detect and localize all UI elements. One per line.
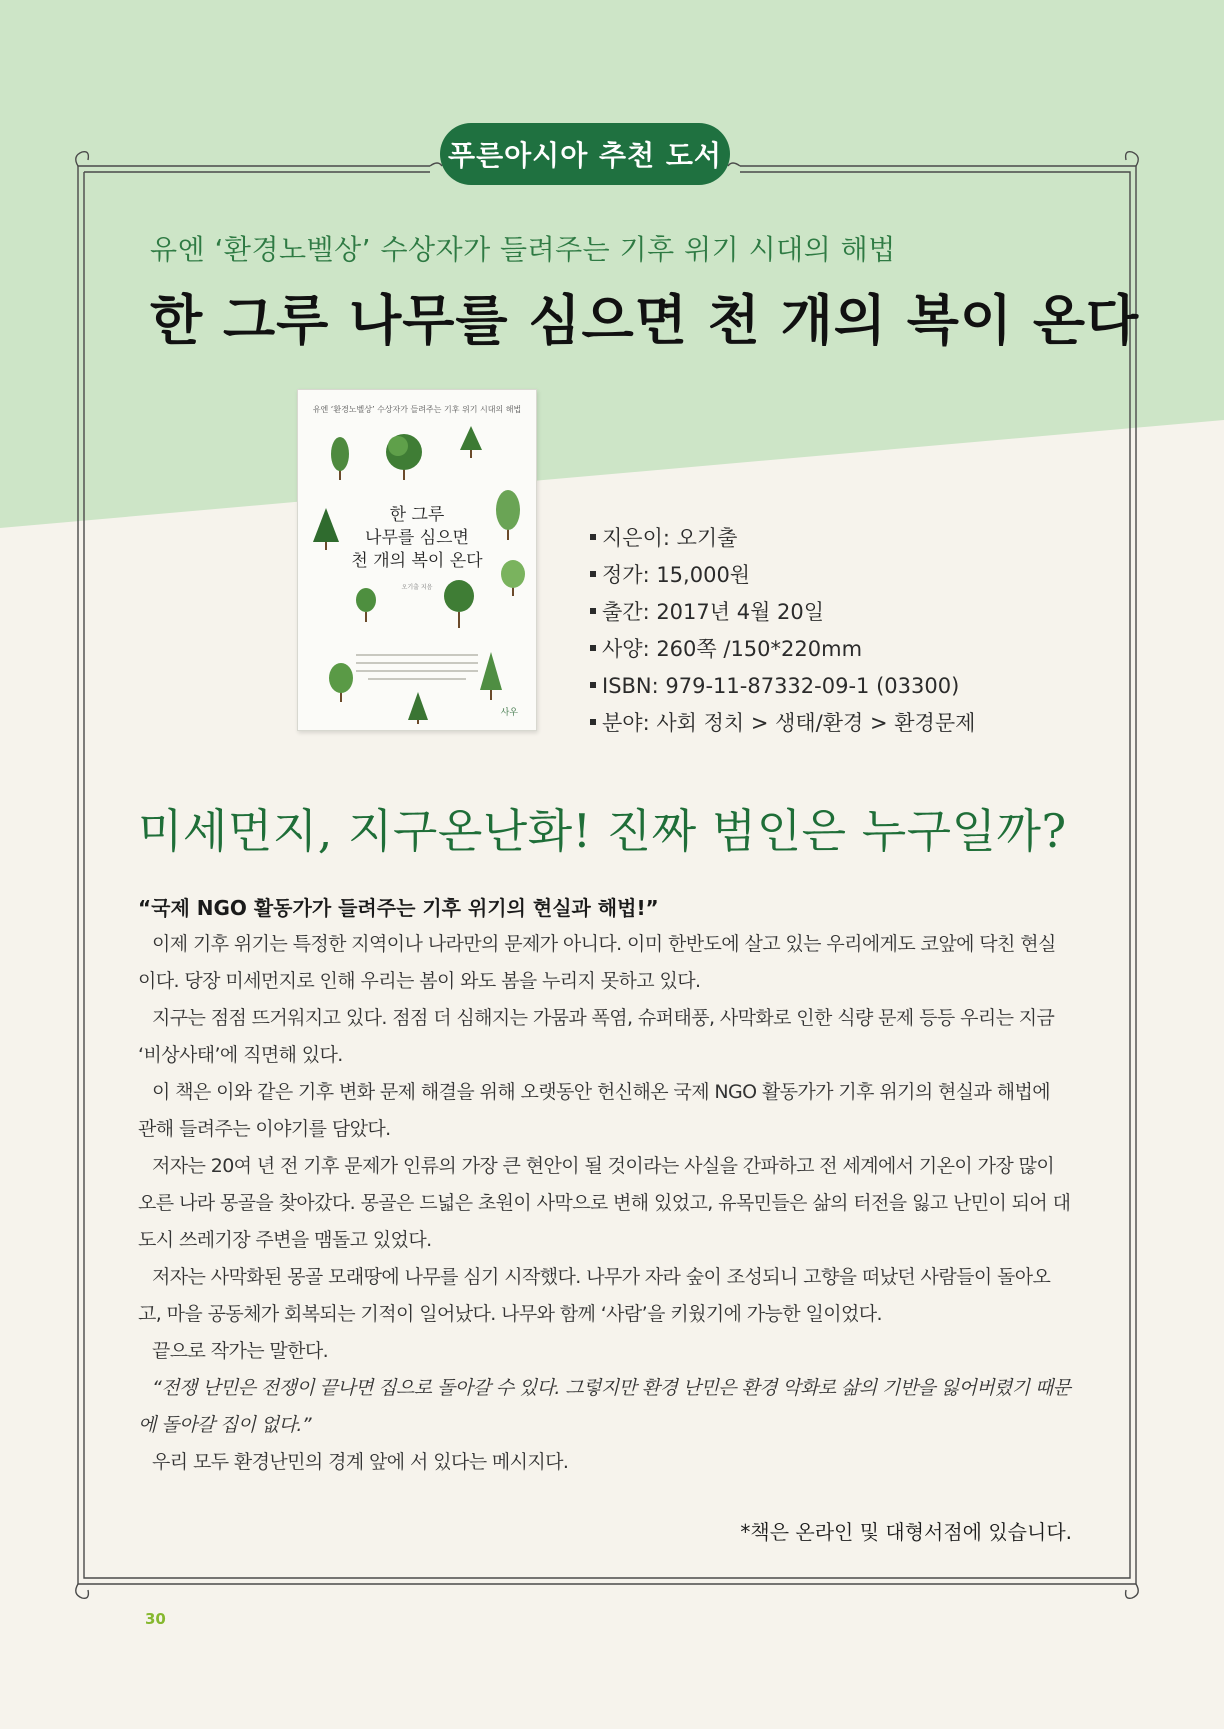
section-headline: 미세먼지, 지구온난화! 진짜 범인은 누구일까? — [138, 804, 1067, 858]
body-paragraph: 저자는 20여 년 전 기후 문제가 인류의 가장 큰 현안이 될 것이라는 사실을 간파하고 전 세계에서 기온이 가장 많이 오른 나라 몽골을 찾아갔다. 몽골은 드넓은 초원이 사막으로 변해 있었고, 유목민들은 삶의 터전을 잃고 난민이 되어 대도시 쓰레기장 주변을 맴돌고 있었다. — [138, 1155, 1071, 1251]
cover-title-line: 나무를 심으면 — [365, 528, 469, 548]
body-paragraph: 이제 기후 위기는 특정한 지역이나 나라만의 문제가 아니다. 이미 한반도에 살고 있는 우리에게도 코앞에 닥친 현실이다. 당장 미세먼지로 인해 우리는 봄이 와도 봄을 누리지 못하고 있다. — [138, 933, 1056, 992]
book-info-item: 정가: 15,000원 — [590, 557, 975, 594]
cover-tagline: 유엔 ‘환경노벨상’ 수상자가 들려주는 기후 위기 시대의 해법 — [312, 405, 522, 414]
cover-author: 오기출 지음 — [401, 584, 433, 591]
cover-title-line: 천 개의 복이 온다 — [351, 551, 483, 571]
book-info-item: 지은이: 오기출 — [590, 520, 975, 557]
recommended-book-badge: 푸른아시아 추천 도서 — [440, 123, 730, 185]
book-info-item: 분야: 사회 정치 > 생태/환경 > 환경문제 — [590, 705, 975, 742]
book-info-item: 출간: 2017년 4월 20일 — [590, 594, 975, 631]
book-info-item: ISBN: 979-11-87332-09-1 (03300) — [590, 668, 975, 705]
book-title: 한 그루 나무를 심으면 천 개의 복이 온다 — [150, 289, 1140, 352]
body-paragraph: 지구는 점점 뜨거워지고 있다. 점점 더 심해지는 가뭄과 폭염, 슈퍼태풍, 사막화로 인한 식량 문제 등등 우리는 지금 ‘비상사태’에 직면해 있다. — [138, 1007, 1055, 1066]
body-text — [138, 926, 1072, 1481]
availability-note: *책은 온라인 및 대형서점에 있습니다. — [740, 1520, 1072, 1544]
body-paragraph: 끝으로 작가는 말한다. — [152, 1340, 329, 1362]
cover-title — [328, 504, 506, 573]
body-quote: “전쟁 난민은 전쟁이 끝나면 집으로 돌아갈 수 있다. 그렇지만 환경 난민은 환경 악화로 삶의 기반을 잃어버렸기 때문에 돌아갈 집이 없다.” — [138, 1377, 1071, 1436]
book-info-item: 사양: 260쪽 /150*220mm — [590, 631, 975, 668]
cover-title-line: 한 그루 — [389, 505, 445, 525]
body-paragraph: 우리 모두 환경난민의 경계 앞에 서 있다는 메시지다. — [152, 1451, 569, 1473]
body-paragraph: 저자는 사막화된 몽골 모래땅에 나무를 심기 시작했다. 나무가 자라 숲이 조성되니 고향을 떠났던 사람들이 돌아오고, 마을 공동체가 회복되는 기적이 일어났다. 나무와 함께 ‘사람’을 키웠기에 가능한 일이었다. — [138, 1266, 1051, 1325]
body-paragraph: 이 책은 이와 같은 기후 변화 문제 해결을 위해 오랫동안 헌신해온 국제 NGO 활동가가 기후 위기의 현실과 해법에 관해 들려주는 이야기를 담았다. — [138, 1081, 1050, 1140]
quote-title: “국제 NGO 활동가가 들려주는 기후 위기의 현실과 해법!” — [138, 896, 659, 920]
page-number: 30 — [145, 1610, 166, 1628]
book-info-list — [590, 520, 975, 742]
book-subtitle: 유엔 ‘환경노벨상’ 수상자가 들려주는 기후 위기 시대의 해법 — [150, 233, 896, 266]
book-cover-image — [297, 389, 537, 731]
cover-publisher-logo: 사우 — [500, 708, 518, 718]
cover-blurb — [356, 654, 478, 686]
